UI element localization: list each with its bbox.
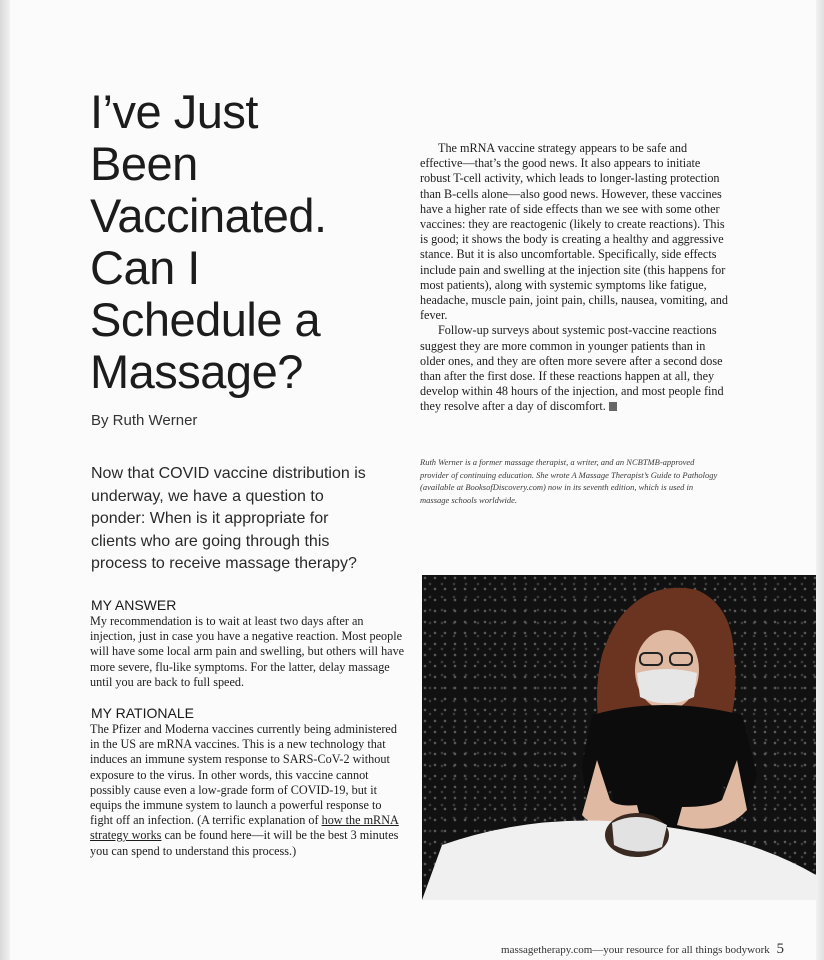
page-number: 5	[776, 941, 784, 957]
title-line: I’ve Just	[90, 85, 258, 138]
body-paragraph: The mRNA vaccine strategy appears to be safe and effective—that’s the good news. It also appears to initiate robust T-cell activity, which leads to longer-lasting protection than B-cells alone—also good news. However, these vaccines have a higher rate of side effects than we see with some other vaccines: they are reactogenic (likely to create reactions). This is good; it shows the body is creating a healthy and aggressive stance. But it is also uncomfortable. Specifically, side effects include pain and swelling at the injection site (this happens for most patients), along with systemic symptoms like fatigue, headache, muscle pain, joint pain, chills, nausea, vomiting, and fever.	[420, 141, 728, 323]
page-edge-shadow	[816, 0, 824, 960]
page-gutter-shadow	[0, 0, 10, 960]
title-line: Can I	[90, 241, 200, 294]
intro-paragraph: Now that COVID vaccine distribution is underway, we have a question to ponder: When is it appropriate for clients who are going through this process to receive massage therapy?	[91, 465, 366, 572]
right-column	[420, 141, 732, 415]
footer-tagline: massagetherapy.com—your resource for all things bodywork	[501, 944, 770, 956]
rationale-text-end: can be found here—it will be the best 3 minutes you can spend to understand this process.)	[90, 828, 399, 858]
rationale-heading: MY RATIONALE	[91, 705, 194, 721]
answer-paragraph: My recommendation is to wait at least two days after an injection, just in case you have a negative reaction. Most people will have some local arm pain and swelling, but others will have more severe, flu-like symptoms. For the latter, delay massage until you are back to full speed.	[90, 614, 405, 689]
rationale-text-start: The Pfizer and Moderna vaccines currently being administered in the US are mRNA vaccines. This is a new technology that induces an immune system response to SARS-CoV-2 without exposure to the virus. In other words, this vaccine cannot possibly cause even a low-grade form of COVID-19, but it equips the immune system to launch a powerful response to fight off an infection. (A terrific explanation of	[90, 722, 397, 828]
rationale-paragraph	[90, 722, 405, 859]
body-paragraph-text: Follow-up surveys about systemic post-vaccine reactions suggest they are more common in younger patients than in older ones, and they are often more severe after a second dose than after the first dose. If these reactions happen at all, they develop within 48 hours of the injection, and most people find they resolve after a day of discomfort.	[420, 323, 724, 414]
massage-therapist-photo	[422, 575, 816, 900]
article-title	[90, 86, 390, 398]
photo-illustration	[422, 575, 816, 900]
answer-heading: MY ANSWER	[91, 597, 177, 613]
end-of-article-icon	[609, 402, 617, 411]
title-line: Vaccinated.	[90, 189, 327, 242]
page-footer	[501, 941, 784, 958]
client-face-mask	[612, 817, 667, 852]
therapist-face-mask	[637, 669, 697, 704]
body-paragraph	[420, 323, 732, 414]
title-line: Been	[90, 137, 198, 190]
mrna-explanation-link[interactable]: how the mRNA strategy works	[90, 813, 399, 843]
title-line: Massage?	[90, 345, 303, 398]
title-line: Schedule a	[90, 293, 321, 346]
byline: By Ruth Werner	[91, 412, 198, 429]
author-bio: Ruth Werner is a former massage therapist, a writer, and an NCBTMB-approved provider of continuing education. She wrote A Massage Therapist’s Guide to Pathology (available at BooksofDiscovery.com) now in its seventh edition, which is used in massage schools worldwide.	[420, 457, 718, 505]
